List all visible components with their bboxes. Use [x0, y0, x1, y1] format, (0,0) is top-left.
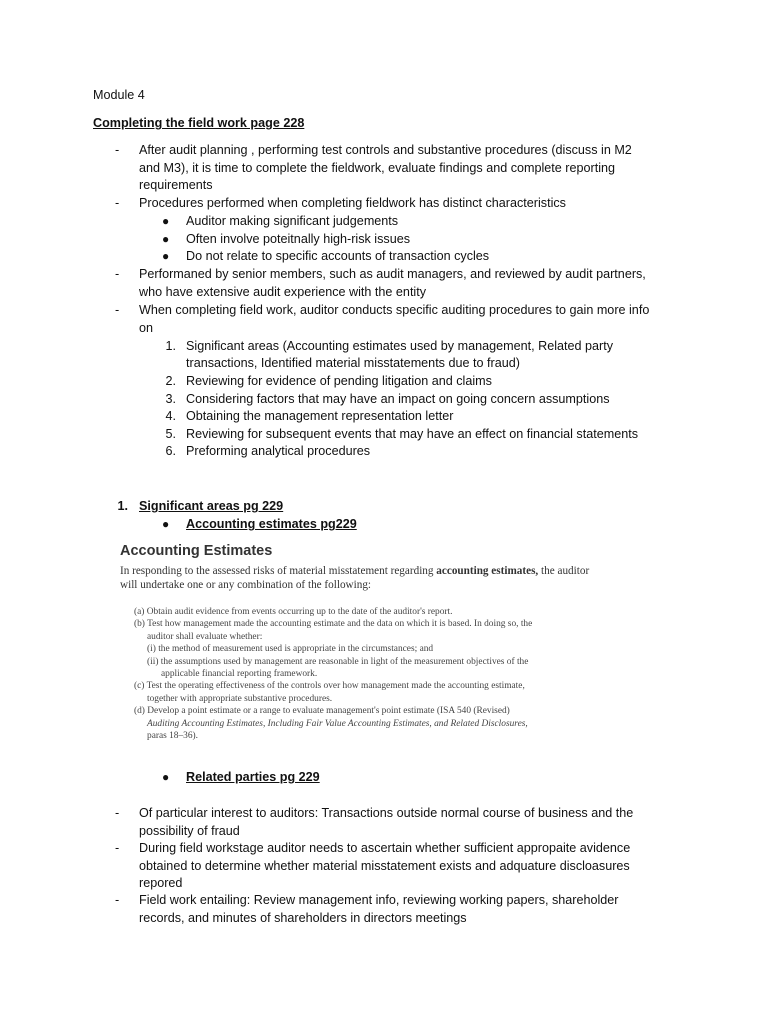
intro-item-1-line-2: and M3), it is time to complete the fieldwork, evaluate findings and complete reporting — [139, 160, 616, 175]
procedure-5: Reviewing for subsequent events that may have an effect on financial statements — [186, 427, 639, 441]
intro-item-2-line-1: Procedures performed when completing fieldwork has distinct characteristics — [139, 196, 566, 210]
dash-marker: - — [115, 303, 120, 317]
intro-item-3-line-1: Performaned by senior members, such as audit managers, and reviewed by audit partners, — [139, 267, 646, 281]
section-title: Significant areas pg 229 — [139, 499, 284, 513]
related-item-2-line-2: obtained to determine whether material misstatement exists and adquature discloasures — [139, 858, 630, 873]
subsection-accounting-estimates: Accounting estimates pg229 — [186, 517, 357, 531]
excerpt-row: (i) the method of measurement used is appropriate in the circumstances; and — [147, 644, 434, 655]
related-item-3-line-2: records, and minutes of shareholders in directors meetings — [139, 911, 467, 925]
procedure-number: 6. — [165, 444, 176, 458]
intro-item-3-line-2: who have extensive audit experience with the entity — [139, 284, 427, 299]
bullet-dot: ● — [162, 517, 170, 531]
intro-item-4-line-1: When completing field work, auditor conducts specific auditing procedures to gain more info — [139, 303, 650, 317]
excerpt-intro — [120, 564, 672, 592]
related-item-2-line-3: repored — [139, 876, 183, 890]
procedure-1-line-1: Significant areas (Accounting estimates used by management, Related party — [186, 338, 614, 353]
dash-marker: - — [115, 893, 120, 907]
excerpt-row: auditor shall evaluate whether: — [147, 631, 263, 642]
procedure-number: 3. — [165, 391, 176, 406]
excerpt-intro-pre: In responding to the assessed risks of material misstatement regarding — [120, 565, 437, 577]
characteristic-3: Do not relate to specific accounts of transaction cycles — [186, 249, 490, 263]
excerpt-title: Accounting Estimates — [120, 543, 273, 559]
subsection-related-parties: Related parties pg 229 — [186, 770, 320, 784]
dash-marker: - — [115, 841, 120, 855]
module-label: Module 4 — [93, 88, 145, 102]
related-item-3-line-1: Field work entailing: Review management info, reviewing working papers, shareholder — [139, 893, 619, 907]
dash-marker: - — [115, 143, 120, 157]
dash-marker: - — [115, 806, 120, 820]
intro-item-1-line-1: After audit planning , performing test controls and substantive procedures (discuss in M2 — [139, 143, 632, 157]
characteristic-1: Auditor making significant judgements — [186, 213, 399, 228]
excerpt-intro-line2: will undertake one or any combination of the following: — [120, 579, 372, 592]
excerpt-row: paras 18–36). — [147, 731, 199, 741]
bullet-dot: ● — [162, 213, 170, 228]
bullet-dot: ● — [162, 770, 170, 784]
procedure-number: 4. — [165, 409, 176, 423]
procedure-number: 1. — [165, 338, 176, 353]
excerpt-row: (a) Obtain audit evidence from events occurring up to the date of the auditor's report. — [134, 607, 453, 617]
related-item-1-line-1: Of particular interest to auditors: Transactions outside normal course of business and the — [139, 806, 634, 820]
excerpt-row: applicable financial reporting framework. — [161, 669, 318, 679]
page-heading: Completing the field work page 228 — [93, 116, 305, 130]
dash-marker: - — [115, 196, 120, 210]
excerpt-row: (ii) the assumptions used by management are reasonable in light of the measurement objectives of the — [147, 656, 529, 667]
procedure-6: Preforming analytical procedures — [186, 444, 371, 458]
characteristic-2: Often involve poteitnally high-risk issues — [186, 231, 410, 246]
textbook-excerpt-image — [114, 540, 674, 755]
procedure-number: 2. — [165, 373, 176, 388]
bullet-dot: ● — [162, 249, 170, 263]
excerpt-row: together with appropriate substantive procedures. — [147, 693, 333, 704]
intro-item-4-line-2: on — [139, 320, 154, 335]
excerpt-intro-post: the auditor — [538, 565, 590, 577]
excerpt-row: (b) Test how management made the accounting estimate and the data on which it is based. In doing so, the — [134, 619, 533, 630]
procedure-4: Obtaining the management representation letter — [186, 409, 454, 423]
procedure-number: 5. — [165, 427, 176, 441]
excerpt-row: Auditing Accounting Estimates, Including Fair Value Accounting Estimates, and Related Disclosures, — [147, 718, 528, 729]
related-item-1-line-2: possibility of fraud — [139, 823, 240, 838]
bullet-dot: ● — [162, 231, 170, 246]
section-number: 1. — [117, 499, 128, 513]
procedure-2: Reviewing for evidence of pending litigation and claims — [186, 373, 492, 388]
intro-item-1-line-3: requirements — [139, 178, 213, 193]
excerpt-row: (c) Test the operating effectiveness of the controls over how management made the accounting estimate, — [134, 681, 525, 692]
excerpt-row: (d) Develop a point estimate or a range to evaluate management's point estimate (ISA 540 (Revised) — [134, 706, 510, 717]
procedure-3: Considering factors that may have an impact on going concern assumptions — [186, 391, 610, 406]
dash-marker: - — [115, 267, 120, 281]
excerpt-intro-bold: accounting estimates, — [436, 565, 539, 577]
related-item-2-line-1: During field workstage auditor needs to ascertain whether sufficient appropaite avidence — [139, 841, 631, 855]
procedure-1-line-2: transactions, Identified material misstatements due to fraud) — [186, 356, 520, 370]
